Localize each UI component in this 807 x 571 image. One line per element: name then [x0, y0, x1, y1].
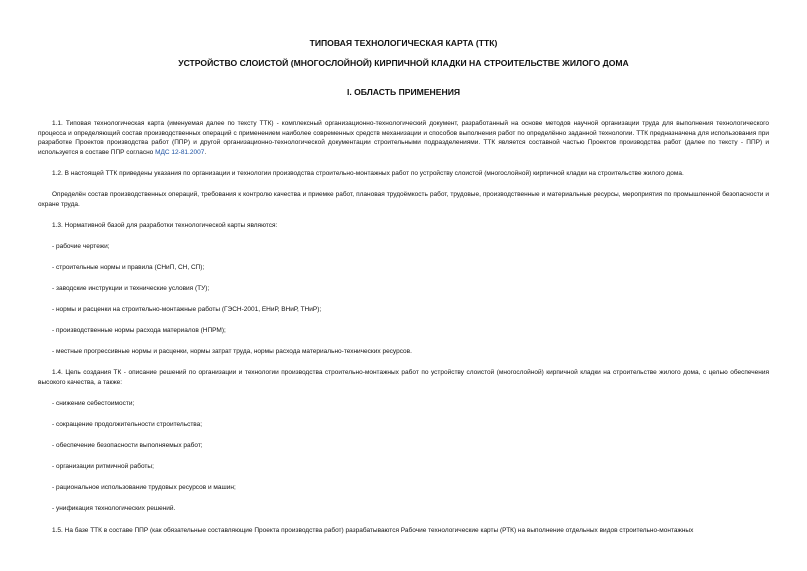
- list-item: - заводские инструкции и технические условия (ТУ);: [52, 284, 210, 292]
- list-item: - организации ритмичной работы;: [52, 463, 154, 471]
- paragraph-1-1-text: 1.1. Типовая технологическая карта (именуемая далее по тексту ТТК) - комплексный организационно-технологический документ, разработанный на основе методов научной организации труда для выполнения технологического процесса и определяющий состав производственных операций с применением наиболее современных средств механизации и способов выполнения работ по определённо заданной технологии. ТТК предназначена для использования при разработке Проектов производства работ (ППР) и другой организационно-технологической документации строительными подразделениями. ТТК является составной частью Проектов производства работ (далее по тексту - ППР) и используется в составе ППР согласно: [38, 120, 769, 156]
- list-item: - местные прогрессивные нормы и расценки, нормы затрат труда, нормы расхода материально-технических ресурсов.: [52, 348, 412, 356]
- list-item: - производственные нормы расхода материалов (НПРМ);: [52, 327, 226, 335]
- paragraph-1-1-end: .: [204, 148, 207, 156]
- paragraph-1-5: 1.5. На базе ТТК в составе ППР (как обязательные составляющие Проекта производства работ) разрабатываются Рабочие технологические карты (РТК) на выполнение отдельных видов строительно-монтажных: [52, 526, 694, 534]
- list-item: - снижение себестоимости;: [52, 400, 135, 407]
- paragraph-composition: Определён состав производственных операций, требования к контролю качества и приемке работ, плановая трудоёмкость работ, трудовые, производственные и материальные ресурсы, мероприятия по промышленной безопасности и охране труда.: [38, 190, 769, 208]
- list-item: - унификация технологических решений.: [52, 505, 176, 513]
- normative-list: [38, 242, 769, 357]
- goals-list: [38, 399, 769, 514]
- document-title: ТИПОВАЯ ТЕХНОЛОГИЧЕСКАЯ КАРТА (ТТК): [309, 38, 498, 48]
- list-item: - сокращение продолжительности строительства;: [52, 421, 203, 429]
- mds-link[interactable]: МДС 12-81.2007: [155, 148, 205, 156]
- list-item: - рабочие чертежи;: [52, 242, 110, 250]
- paragraph-1-3: 1.3. Нормативной базой для разработки технологической карты являются:: [52, 221, 278, 229]
- paragraph-1-2: 1.2. В настоящей ТТК приведены указания по организации и технологии производства строительно-монтажных работ по устройству слоистой (многослойной) кирпичной кладки на строительстве жилого дома.: [52, 169, 684, 177]
- list-item: - строительные нормы и правила (СНиП, СН, СП);: [52, 263, 205, 271]
- paragraph-1-4: 1.4. Цель создания ТК - описание решений по организации и технологии производства строительно-монтажных работ по устройству слоистой (многослойной) кирпичной кладки на строительстве жилого дома, с целью обеспечения высокого качества, а также:: [38, 369, 769, 386]
- section-heading: I. ОБЛАСТЬ ПРИМЕНЕНИЯ: [346, 87, 461, 97]
- document-body: [38, 119, 769, 547]
- list-item: - нормы и расценки на строительно-монтажные работы (ГЭСН-2001, ЕНиР, ВНиР, ТНиР);: [52, 306, 322, 314]
- paragraph-1-1: [38, 119, 769, 157]
- document-subtitle: УСТРОЙСТВО СЛОИСТОЙ (МНОГОСЛОЙНОЙ) КИРПИЧНОЙ КЛАДКИ НА СТРОИТЕЛЬСТВЕ ЖИЛОГО ДОМА: [178, 58, 629, 68]
- list-item: - обеспечение безопасности выполняемых работ;: [52, 442, 203, 450]
- list-item: - рациональное использование трудовых ресурсов и машин;: [52, 484, 236, 492]
